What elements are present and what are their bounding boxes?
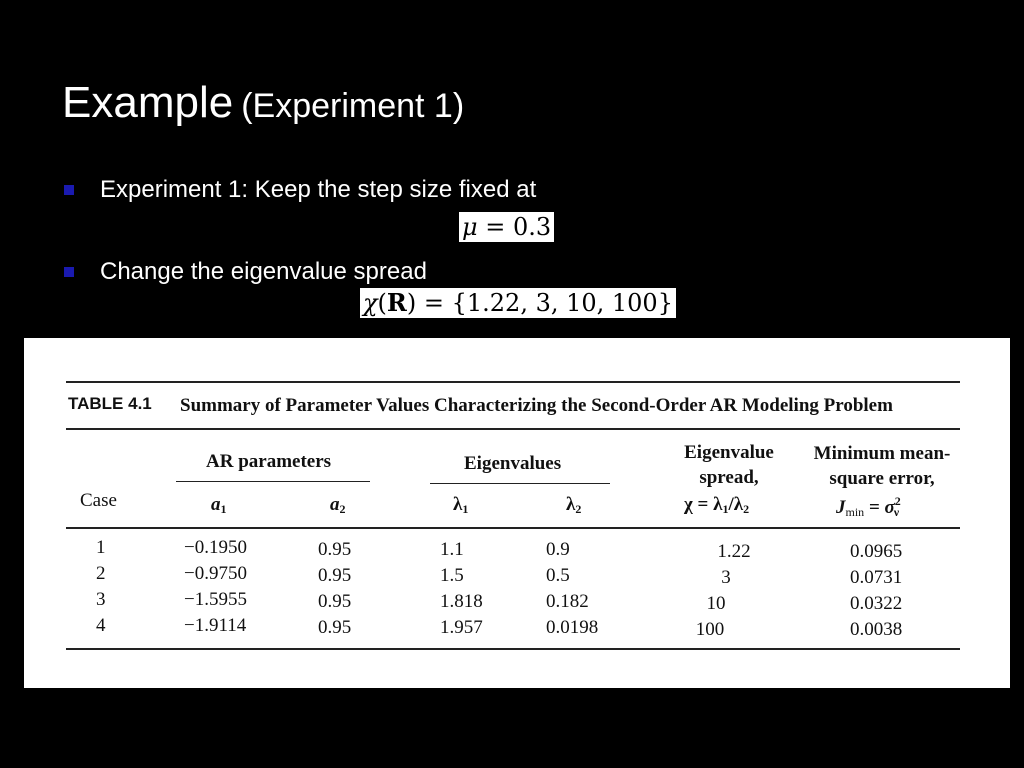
chi-open-paren: ( bbox=[377, 289, 387, 317]
header-chi-formula bbox=[684, 494, 749, 517]
chi-formula-sub1: 1 bbox=[722, 502, 729, 516]
row-4-a2: 0.95 bbox=[318, 617, 352, 638]
jmin-symbol: J bbox=[836, 497, 846, 518]
a2-symbol: a bbox=[330, 494, 340, 515]
equation-mu bbox=[459, 212, 554, 242]
bullet-square-icon bbox=[64, 185, 74, 195]
header-a2 bbox=[330, 494, 346, 517]
chi-R: R bbox=[386, 288, 407, 317]
row-1-a2: 0.95 bbox=[318, 539, 352, 560]
header-eig-underline bbox=[430, 483, 610, 484]
row-2-l1: 1.5 bbox=[440, 565, 464, 586]
lambda2-symbol: λ bbox=[566, 494, 576, 515]
slide-title bbox=[62, 78, 464, 128]
chi-values: ) = {1.22, 3, 10, 100} bbox=[406, 289, 673, 317]
row-4-l2: 0.0198 bbox=[546, 617, 599, 638]
row-1-a1: −0.1950 bbox=[184, 537, 247, 558]
row-3-case: 3 bbox=[96, 589, 106, 610]
header-case: Case bbox=[80, 490, 117, 511]
row-4-a1: −1.9114 bbox=[184, 615, 247, 636]
lambda2-sub: 2 bbox=[575, 502, 582, 516]
table-rule-top bbox=[66, 381, 960, 383]
row-4-l1: 1.957 bbox=[440, 617, 483, 638]
chi-formula-mid: /λ bbox=[728, 494, 744, 515]
bullet-item-1 bbox=[64, 176, 536, 204]
row-4-chi: 100 bbox=[695, 619, 725, 640]
row-3-l1: 1.818 bbox=[440, 591, 483, 612]
equation-chi bbox=[360, 288, 676, 318]
header-spread-2: spread, bbox=[699, 467, 759, 488]
header-mmse-2: square error, bbox=[829, 468, 935, 489]
chi-formula-pre: χ = λ bbox=[684, 494, 723, 515]
table-rule-title bbox=[66, 428, 960, 430]
row-1-chi: 1.22 bbox=[717, 541, 751, 562]
table-rule-bottom bbox=[66, 648, 960, 650]
mu-symbol: μ bbox=[462, 213, 478, 241]
header-a1 bbox=[211, 494, 227, 517]
header-lambda2 bbox=[566, 494, 581, 517]
jmin-sub: min bbox=[845, 505, 865, 519]
header-eigenvalues: Eigenvalues bbox=[464, 453, 562, 474]
title-main: Example bbox=[62, 78, 234, 127]
row-3-l2: 0.182 bbox=[546, 591, 589, 612]
a1-sub: 1 bbox=[220, 502, 227, 516]
lambda1-symbol: λ bbox=[453, 494, 463, 515]
bullet-item-2 bbox=[64, 258, 427, 286]
row-4-jmin: 0.0038 bbox=[850, 619, 903, 640]
table-rule-header bbox=[66, 527, 960, 529]
row-2-l2: 0.5 bbox=[546, 565, 570, 586]
row-1-jmin: 0.0965 bbox=[850, 541, 903, 562]
header-ar-underline bbox=[176, 481, 370, 482]
table-title: Summary of Parameter Values Characterizing the Second-Order AR Modeling Problem bbox=[180, 395, 893, 416]
header-ar-parameters: AR parameters bbox=[206, 451, 332, 472]
row-3-a1: −1.5955 bbox=[184, 589, 247, 610]
row-1-l1: 1.1 bbox=[440, 539, 464, 560]
row-2-a1: −0.9750 bbox=[184, 563, 247, 584]
a2-sub: 2 bbox=[339, 502, 346, 516]
row-3-a2: 0.95 bbox=[318, 591, 352, 612]
header-mmse-1: Minimum mean- bbox=[813, 443, 951, 464]
row-2-chi: 3 bbox=[721, 567, 731, 588]
chi-symbol: χ bbox=[363, 289, 378, 317]
row-2-case: 2 bbox=[96, 563, 106, 584]
jmin-eq: = σ bbox=[864, 497, 895, 518]
a1-symbol: a bbox=[211, 494, 221, 515]
jmin-sub2: ν bbox=[893, 505, 900, 519]
lambda1-sub: 1 bbox=[462, 502, 469, 516]
title-sub: (Experiment 1) bbox=[241, 87, 465, 125]
bullet-text-1: Experiment 1: Keep the step size fixed at bbox=[100, 176, 537, 203]
chi-formula-sub2: 2 bbox=[743, 502, 750, 516]
row-1-l2: 0.9 bbox=[546, 539, 570, 560]
header-lambda1 bbox=[453, 494, 468, 517]
table-label: TABLE 4.1 bbox=[68, 394, 152, 413]
table-image bbox=[24, 338, 1010, 688]
row-1-case: 1 bbox=[96, 537, 106, 558]
row-3-jmin: 0.0322 bbox=[850, 593, 903, 614]
header-spread-1: Eigenvalue bbox=[684, 442, 774, 463]
row-3-chi: 10 bbox=[706, 593, 726, 614]
row-2-jmin: 0.0731 bbox=[850, 567, 903, 588]
bullet-text-2: Change the eigenvalue spread bbox=[100, 258, 427, 285]
header-jmin-formula bbox=[836, 494, 899, 520]
bullet-square-icon bbox=[64, 267, 74, 277]
row-2-a2: 0.95 bbox=[318, 565, 352, 586]
row-4-case: 4 bbox=[96, 615, 106, 636]
jmin-sup: 2 bbox=[894, 494, 901, 508]
mu-value: = 0.3 bbox=[477, 213, 552, 241]
